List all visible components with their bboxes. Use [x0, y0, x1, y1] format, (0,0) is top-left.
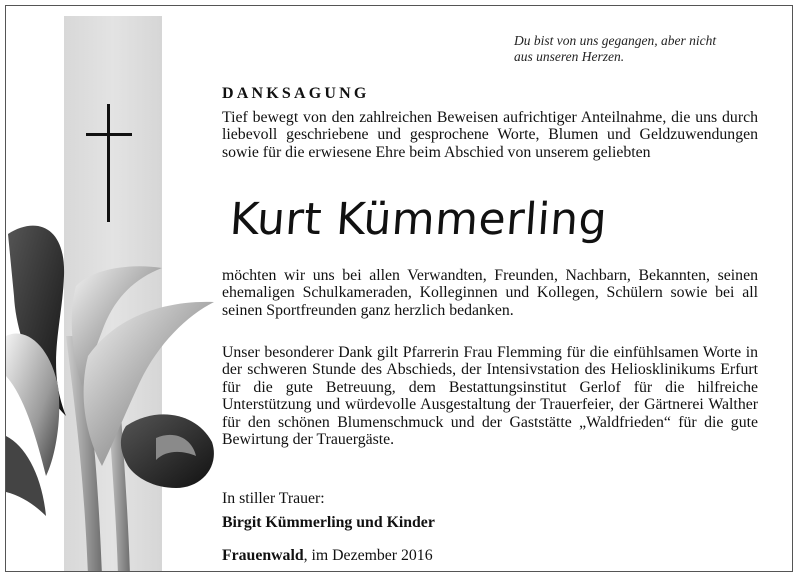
mourners: Birgit Kümmerling und Kinder — [222, 514, 435, 531]
special-thanks-paragraph: Unser besonderer Dank gilt Pfarrerin Frau Flemming für die einfühlsamen Worte in der schweren Stunde des Abschieds, der Intensivstation des Heliosklinikums Erfurt für die gute Betreuung, dem Bestattungsinstitut Gerlof für die hilfreiche Unterstützung und würdevolle Ausgestaltung der Trauerfeier, der Gärtnerei Walther für den schönen Blumenschmuck und der Gaststätte „Waldfrieden“ für die gute Bewirtung der Trauergäste. — [222, 344, 758, 449]
mourning-label: In stiller Trauer: — [222, 490, 325, 507]
cross-icon — [86, 104, 136, 224]
place: Frauenwald — [222, 547, 304, 564]
thanks-paragraph: möchten wir uns bei allen Verwandten, Freunden, Nachbarn, Bekannten, seinen ehemaligen Schulkameraden, Kolleginnen und Kollegen, Schülern sowie bei all seinen Sportfreunden ganz herzlich bedanken. — [222, 267, 758, 319]
motto-line-1: Du bist von uns gegangen, aber nicht — [514, 33, 717, 48]
heading: DANKSAGUNG — [222, 85, 370, 102]
deceased-name: Kurt Kümmerling — [228, 194, 609, 245]
date-text: , im Dezember 2016 — [303, 547, 433, 564]
place-date — [222, 547, 433, 565]
intro-paragraph: Tief bewegt von den zahlreichen Beweisen aufrichtiger Anteilnahme, die uns durch liebevoll geschriebene und gesprochene Worte, Blumen und Geldzuwendungen sowie für die erwiesene Ehre beim Abschied von unserem geliebten — [222, 109, 758, 161]
obituary-notice — [5, 5, 793, 572]
calla-lily-icon — [6, 216, 216, 572]
motto — [514, 33, 774, 65]
motto-line-2: aus unseren Herzen. — [514, 49, 625, 64]
